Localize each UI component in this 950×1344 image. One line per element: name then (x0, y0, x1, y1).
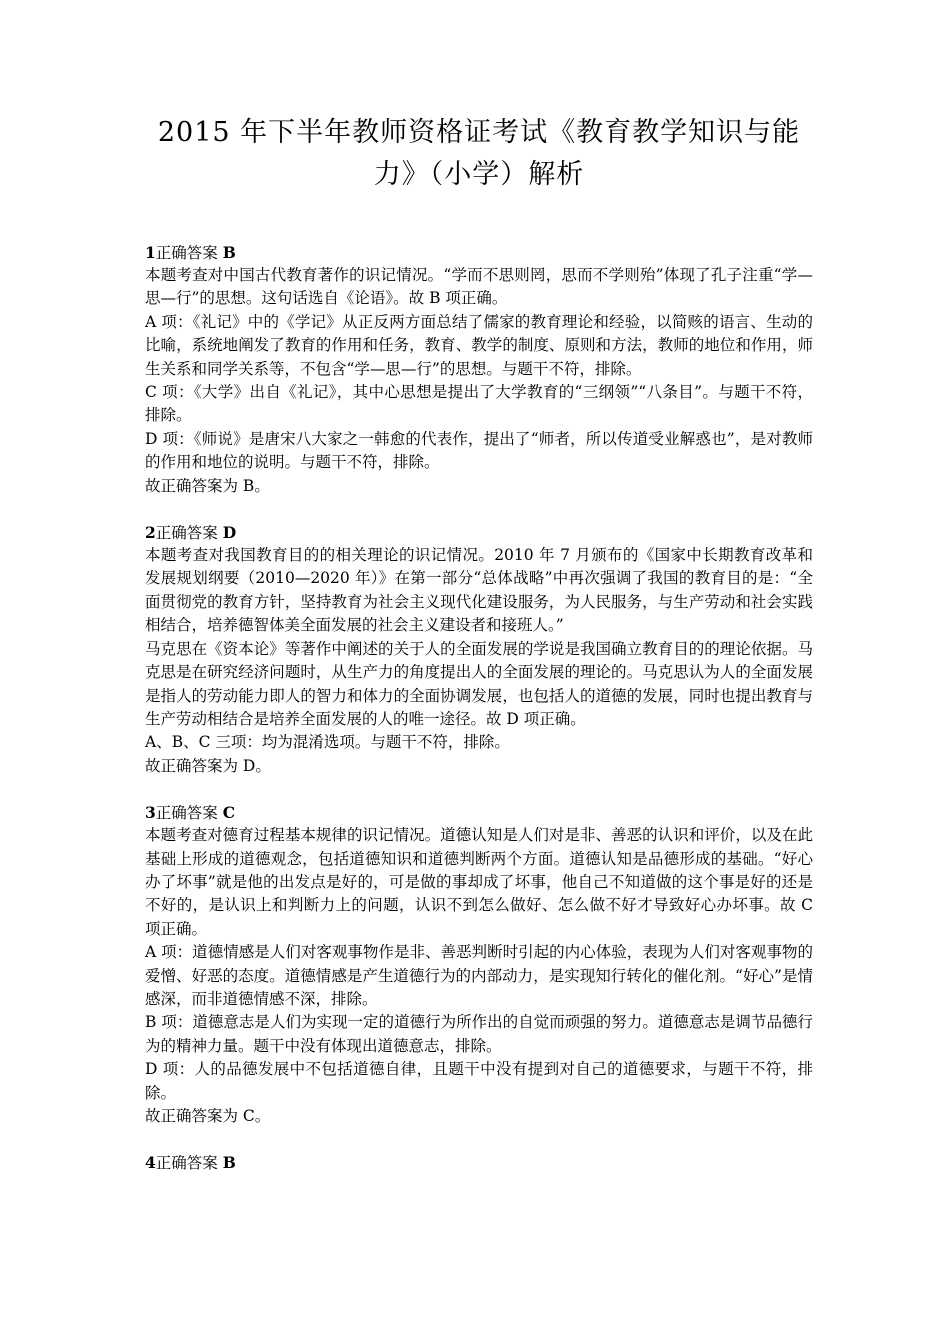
question-number: 4 (145, 1153, 156, 1173)
question-header (145, 1152, 813, 1174)
option-abc-analysis: A、B、C 三项：均为混淆选项。与题干不符，排除。 (145, 733, 510, 752)
answer-letter: C (222, 803, 236, 823)
answer-letter: D (222, 523, 237, 543)
explanation-paragraph: 本题考查对我国教育目的的相关理论的识记情况。2010 年 7 月颁布的《国家中长期教育改革和发展规划纲要（2010—2020 年）》在第一部分“总体战略”中再次强调了我国的教育目的是：“全面贯彻党的教育方针，坚持教育为社会主义现代化建设服务，为人民服务，与生产劳动和社会实践相结合，培养德智体美全面发展的社会主义建设者和接班人。” (145, 546, 813, 635)
document-title: 2015 年下半年教师资格证考试《教育教学知识与能力》（小学）解析 (157, 117, 801, 190)
answer-letter: B (222, 243, 236, 262)
question-1 (145, 242, 813, 498)
question-header (145, 242, 813, 264)
option-c-analysis: C 项：《大学》出自《礼记》，其中心思想是提出了大学教育的“三纲领”“八条目”。与题干不符，排除。 (145, 383, 813, 425)
answer-label: 正确答案 (155, 524, 218, 543)
option-b-analysis: B 项：道德意志是人们为实现一定的道德行为所作出的自觉而顽强的努力。道德意志是调节品德行为的精神力量。题干中没有体现出道德意志，排除。 (145, 1013, 813, 1055)
question-number: 2 (145, 523, 156, 543)
answer-label: 正确答案 (155, 244, 218, 262)
explanation-paragraph: 本题考查对德育过程基本规律的识记情况。道德认知是人们对是非、善恶的认识和评价，以及在此基础上形成的道德观念，包括道德知识和道德判断两个方面。道德认知是品德形成的基础。“好心办了坏事”就是他的出发点是好的，可是做的事却成了坏事，他自己不知道做的这个事是好的还是不好的，是认识上和判断力上的问题，认识不到怎么做好、怎么做不好才导致好心办坏事。故 C 项正确。 (145, 826, 813, 938)
answer-label: 正确答案 (155, 804, 218, 823)
question-header (145, 522, 813, 544)
explanation-paragraph: 马克思在《资本论》等著作中阐述的关于人的全面发展的学说是我国确立教育目的的理论依据。马克思是在研究经济问题时，从生产力的角度提出人的全面发展的理论的。马克思认为人的全面发展是指人的劳动能力即人的智力和体力的全面协调发展，也包括人的道德的发展，同时也提出教育与生产劳动相结合是培养全面发展的人的唯一途径。故 D 项正确。 (145, 639, 813, 728)
question-header (145, 802, 813, 824)
conclusion: 故正确答案为 B。 (145, 476, 270, 495)
question-3 (145, 802, 813, 1128)
answer-label: 正确答案 (155, 1154, 218, 1173)
answer-letter: B (222, 1153, 236, 1173)
question-4 (145, 1152, 813, 1174)
option-d-analysis: D 项：《师说》是唐宋八大家之一韩愈的代表作，提出了“师者，所以传道受业解惑也”，是对教师的作用和地位的说明。与题干不符，排除。 (145, 429, 813, 472)
document-page (145, 112, 813, 1198)
question-2 (145, 522, 813, 778)
explanation-paragraph: 本题考查对中国古代教育著作的识记情况。“学而不思则罔，思而不学则殆”体现了孔子注重“学—思—行”的思想。这句话选自《论语》。故 B 项正确。 (145, 266, 813, 308)
question-number: 3 (145, 803, 156, 823)
question-number: 1 (145, 243, 156, 262)
option-d-analysis: D 项：人的品德发展中不包括道德自律，且题干中没有提到对自己的道德要求，与题干不符，排除。 (145, 1060, 813, 1102)
option-a-analysis: A 项：《礼记》中的《学记》从正反两方面总结了儒家的教育理论和经验，以简赅的语言、生动的比喻，系统地阐发了教育的作用和任务，教育、教学的制度、原则和方法，教师的地位和作用，师生关系和同学关系等，不包含“学—思—行”的思想。与题干不符，排除。 (145, 312, 813, 378)
option-a-analysis: A 项：道德情感是人们对客观事物作是非、善恶判断时引起的内心体验，表现为人们对客观事物的爱憎、好恶的态度。道德情感是产生道德行为的内部动力，是实现知行转化的催化剂。“好心”是情感深，而非道德情感不深，排除。 (145, 943, 813, 1008)
conclusion: 故正确答案为 D。 (145, 756, 271, 775)
conclusion: 故正确答案为 C。 (145, 1107, 271, 1125)
